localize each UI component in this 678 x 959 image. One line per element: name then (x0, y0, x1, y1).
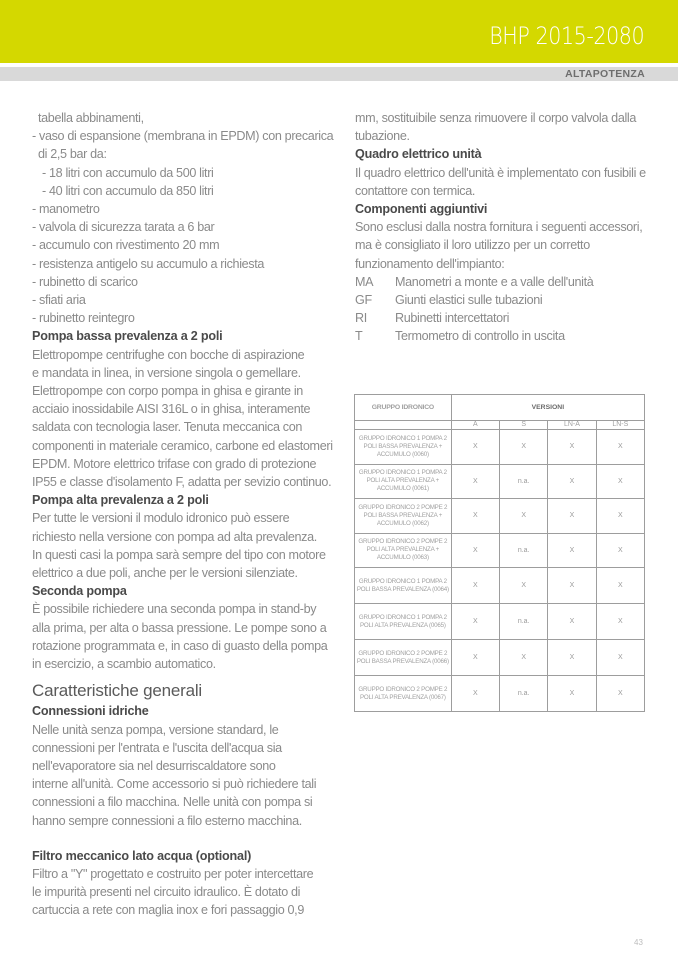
section-heading-pompa-bassa: Pompa bassa prevalenza a 2 poli (32, 329, 223, 344)
page-number: 43 (634, 938, 643, 947)
cell-value: X (451, 499, 499, 534)
text-line: funzionamento dell'impianto: (355, 256, 505, 271)
cell-value: X (596, 430, 644, 465)
list-item: - valvola di sicurezza tarata a 6 bar (32, 220, 215, 235)
cell-value: X (451, 676, 499, 712)
text-line: componenti in materiale ceramico, carbone ed elastomeri (32, 438, 333, 453)
accessory-desc: Rubinetti intercettatori (395, 311, 510, 326)
text-line: tabella abbinamenti, (38, 111, 144, 125)
accessory-item (355, 273, 655, 291)
cell-value: X (500, 568, 548, 604)
cell-value: X (500, 640, 548, 676)
list-item: - 40 litri con accumulo da 850 litri (42, 183, 214, 198)
cell-value: X (451, 533, 499, 568)
cell-value: X (451, 430, 499, 465)
row-name: GRUPPO IDRONICO 2 POMPE 2 POLI BASSA PREVALENZA (0066) (355, 640, 452, 676)
section-title-caratteristiche: Caratteristiche generali (32, 681, 203, 701)
cell-value: X (451, 640, 499, 676)
text-line: Elettropompe centrifughe con bocche di aspirazione (32, 347, 305, 362)
left-column (32, 109, 332, 920)
row-name: GRUPPO IDRONICO 2 POMPE 2 POLI BASSA PREVALENZA + ACCUMULO (0062) (355, 499, 452, 534)
list-item: - rubinetto reintegro (32, 311, 135, 326)
text-line: in esercizio, a scambio automatico. (32, 657, 216, 672)
table-row (355, 568, 645, 604)
cell-value: X (596, 499, 644, 534)
cell-value: X (548, 640, 596, 676)
text-line: connessioni a filo macchina. Nelle unità con pompa si (32, 795, 313, 810)
table-row (355, 533, 645, 568)
text-line: e mandata in linea, in versione singola o gemellare. (32, 365, 301, 380)
cell-value: X (548, 533, 596, 568)
spacer (32, 830, 332, 847)
cell-value: X (548, 499, 596, 534)
text-line: le impurità presenti nel circuito idraulico. È dotato di (32, 885, 301, 900)
text-line: richiesto nella versione con pompa ad alta prevalenza. (32, 529, 317, 544)
list-item: - resistenza antigelo su accumulo a richiesta (32, 256, 265, 271)
section-heading-quadro: Quadro elettrico unità (355, 147, 482, 162)
row-name: GRUPPO IDRONICO 1 POMPA 2 POLI BASSA PREVALENZA + ACCUMULO (0060) (355, 430, 452, 465)
row-name: GRUPPO IDRONICO 2 POMPE 2 POLI ALTA PREVALENZA + ACCUMULO (0063) (355, 533, 452, 568)
cell-value: X (548, 464, 596, 499)
cell-value: X (596, 533, 644, 568)
section-heading-filtro: Filtro meccanico lato acqua (optional) (32, 848, 252, 863)
section-heading-pompa-alta: Pompa alta prevalenza a 2 poli (32, 493, 209, 508)
cell-value: X (596, 604, 644, 640)
accessory-desc: Giunti elastici sulle tubazioni (395, 293, 543, 308)
text-line: È possibile richiedere una seconda pompa in stand-by (32, 602, 317, 617)
text-line: saldata con tecnologia laser. Tenuta meccanica con (32, 420, 303, 435)
accessory-item (355, 291, 655, 309)
table-header-row (355, 395, 645, 421)
hydronic-group-table (354, 394, 645, 712)
document-title: BHP 2015-2080 (489, 22, 644, 50)
header-version-ln-a: LN-A (548, 421, 596, 430)
text-line: In questi casi la pompa sarà sempre del tipo con motore (32, 547, 326, 562)
header-versioni: VERSIONI (451, 395, 644, 421)
cell-value: X (548, 676, 596, 712)
cell-value: X (596, 568, 644, 604)
row-name: GRUPPO IDRONICO 2 POMPE 2 POLI ALTA PREVALENZA (0067) (355, 676, 452, 712)
table-subheader-row (355, 421, 645, 430)
cell-value: X (548, 604, 596, 640)
text-line: Sono esclusi dalla nostra fornitura i seguenti accessori, (355, 220, 643, 235)
list-item: - manometro (32, 202, 100, 217)
cell-value: X (548, 568, 596, 604)
cell-value: X (451, 604, 499, 640)
text-line: mm, sostituibile senza rimuovere il corpo valvola dalla (355, 111, 637, 125)
right-column (355, 109, 655, 346)
cell-value: X (596, 640, 644, 676)
text-line: alla prima, per alta o bassa pressione. Le pompe sono a (32, 620, 327, 635)
section-heading-seconda-pompa: Seconda pompa (32, 584, 127, 599)
cell-value: n.a. (500, 533, 548, 568)
text-line: IP55 e classe d'isolamento F, adatta per sevizio continuo. (32, 475, 332, 490)
list-item: - sfiati aria (32, 293, 86, 308)
text-line: Filtro a "Y" progettato e costruito per poter intercettare (32, 866, 314, 881)
text-line: Nelle unità senza pompa, versione standard, le (32, 722, 279, 737)
cell-value: X (596, 676, 644, 712)
text-line: contattore con termica. (355, 183, 476, 198)
text-line: rotazione programmata e, in caso di guasto della pompa (32, 638, 328, 653)
list-item: - 18 litri con accumulo da 500 litri (42, 165, 214, 180)
text-line: Elettropompe con corpo pompa in ghisa e girante in (32, 384, 303, 399)
row-name: GRUPPO IDRONICO 1 POMPA 2 POLI BASSA PREVALENZA (0064) (355, 568, 452, 604)
cell-value: X (500, 499, 548, 534)
header-version-ln-s: LN-S (596, 421, 644, 430)
section-label: ALTAPOTENZA (565, 68, 645, 80)
table-row (355, 604, 645, 640)
accessory-desc: Manometri a monte e a valle dell'unità (395, 274, 594, 289)
row-name: GRUPPO IDRONICO 1 POMPA 2 POLI ALTA PREVALENZA + ACCUMULO (0061) (355, 464, 452, 499)
accessory-desc: Termometro di controllo in uscita (395, 329, 565, 344)
accessory-item (355, 309, 655, 327)
text-line: ma è consigliato il loro utilizzo per un corretto (355, 238, 590, 253)
cell-value: n.a. (500, 464, 548, 499)
section-heading-connessioni: Connessioni idriche (32, 704, 149, 719)
row-name: GRUPPO IDRONICO 1 POMPA 2 POLI ALTA PREVALENZA (0065) (355, 604, 452, 640)
text-line: acciaio inossidabile AISI 316L o in ghisa, interamente (32, 402, 311, 417)
text-line: connessioni per l'entrata e l'uscita dell'acqua sia (32, 740, 282, 755)
section-heading-componenti: Componenti aggiuntivi (355, 202, 488, 217)
table-row (355, 464, 645, 499)
accessory-code: GF (355, 293, 372, 308)
text-line: Per tutte le versioni il modulo idronico può essere (32, 511, 290, 526)
list-item: - rubinetto di scarico (32, 274, 138, 289)
accessory-item (355, 327, 655, 345)
text-line: interne all'unità. Come accessorio si può richiedere tali (32, 777, 317, 792)
text-line: elettrico a due poli, anche per le versioni silenziate. (32, 566, 298, 581)
cell-value: X (596, 464, 644, 499)
text-line: nell'evaporatore sia nel desurriscaldatore sono (32, 758, 276, 773)
header-version-a: A (451, 421, 499, 430)
table-row (355, 499, 645, 534)
list-item: - accumulo con rivestimento 20 mm (32, 238, 220, 253)
table-row (355, 676, 645, 712)
cell-value: X (451, 568, 499, 604)
cell-value: X (500, 430, 548, 465)
cell-value: X (548, 430, 596, 465)
cell-value: n.a. (500, 604, 548, 640)
table-row (355, 430, 645, 465)
text-line: di 2,5 bar da: (38, 147, 107, 162)
text-line: hanno sempre connessioni a filo esterno macchina. (32, 813, 302, 828)
accessory-code: T (355, 329, 363, 344)
header-version-s: S (500, 421, 548, 430)
accessory-code: MA (355, 274, 374, 289)
cell-value: n.a. (500, 676, 548, 712)
text-line: cartuccia a rete con maglia inox e fori passaggio 0,9 (32, 903, 304, 918)
text-line: tubazione. (355, 129, 410, 144)
table-row (355, 640, 645, 676)
accessory-code: RI (355, 311, 367, 326)
text-line: Il quadro elettrico dell'unità è implementato con fusibili e (355, 165, 646, 180)
header-gruppo-idronico: GRUPPO IDRONICO (355, 395, 452, 421)
text-line: EPDM. Motore elettrico trifase con grado di protezione (32, 456, 317, 471)
cell-value: X (451, 464, 499, 499)
header-empty-cell (355, 421, 452, 430)
list-item: - vaso di espansione (membrana in EPDM) con precarica (32, 129, 334, 144)
